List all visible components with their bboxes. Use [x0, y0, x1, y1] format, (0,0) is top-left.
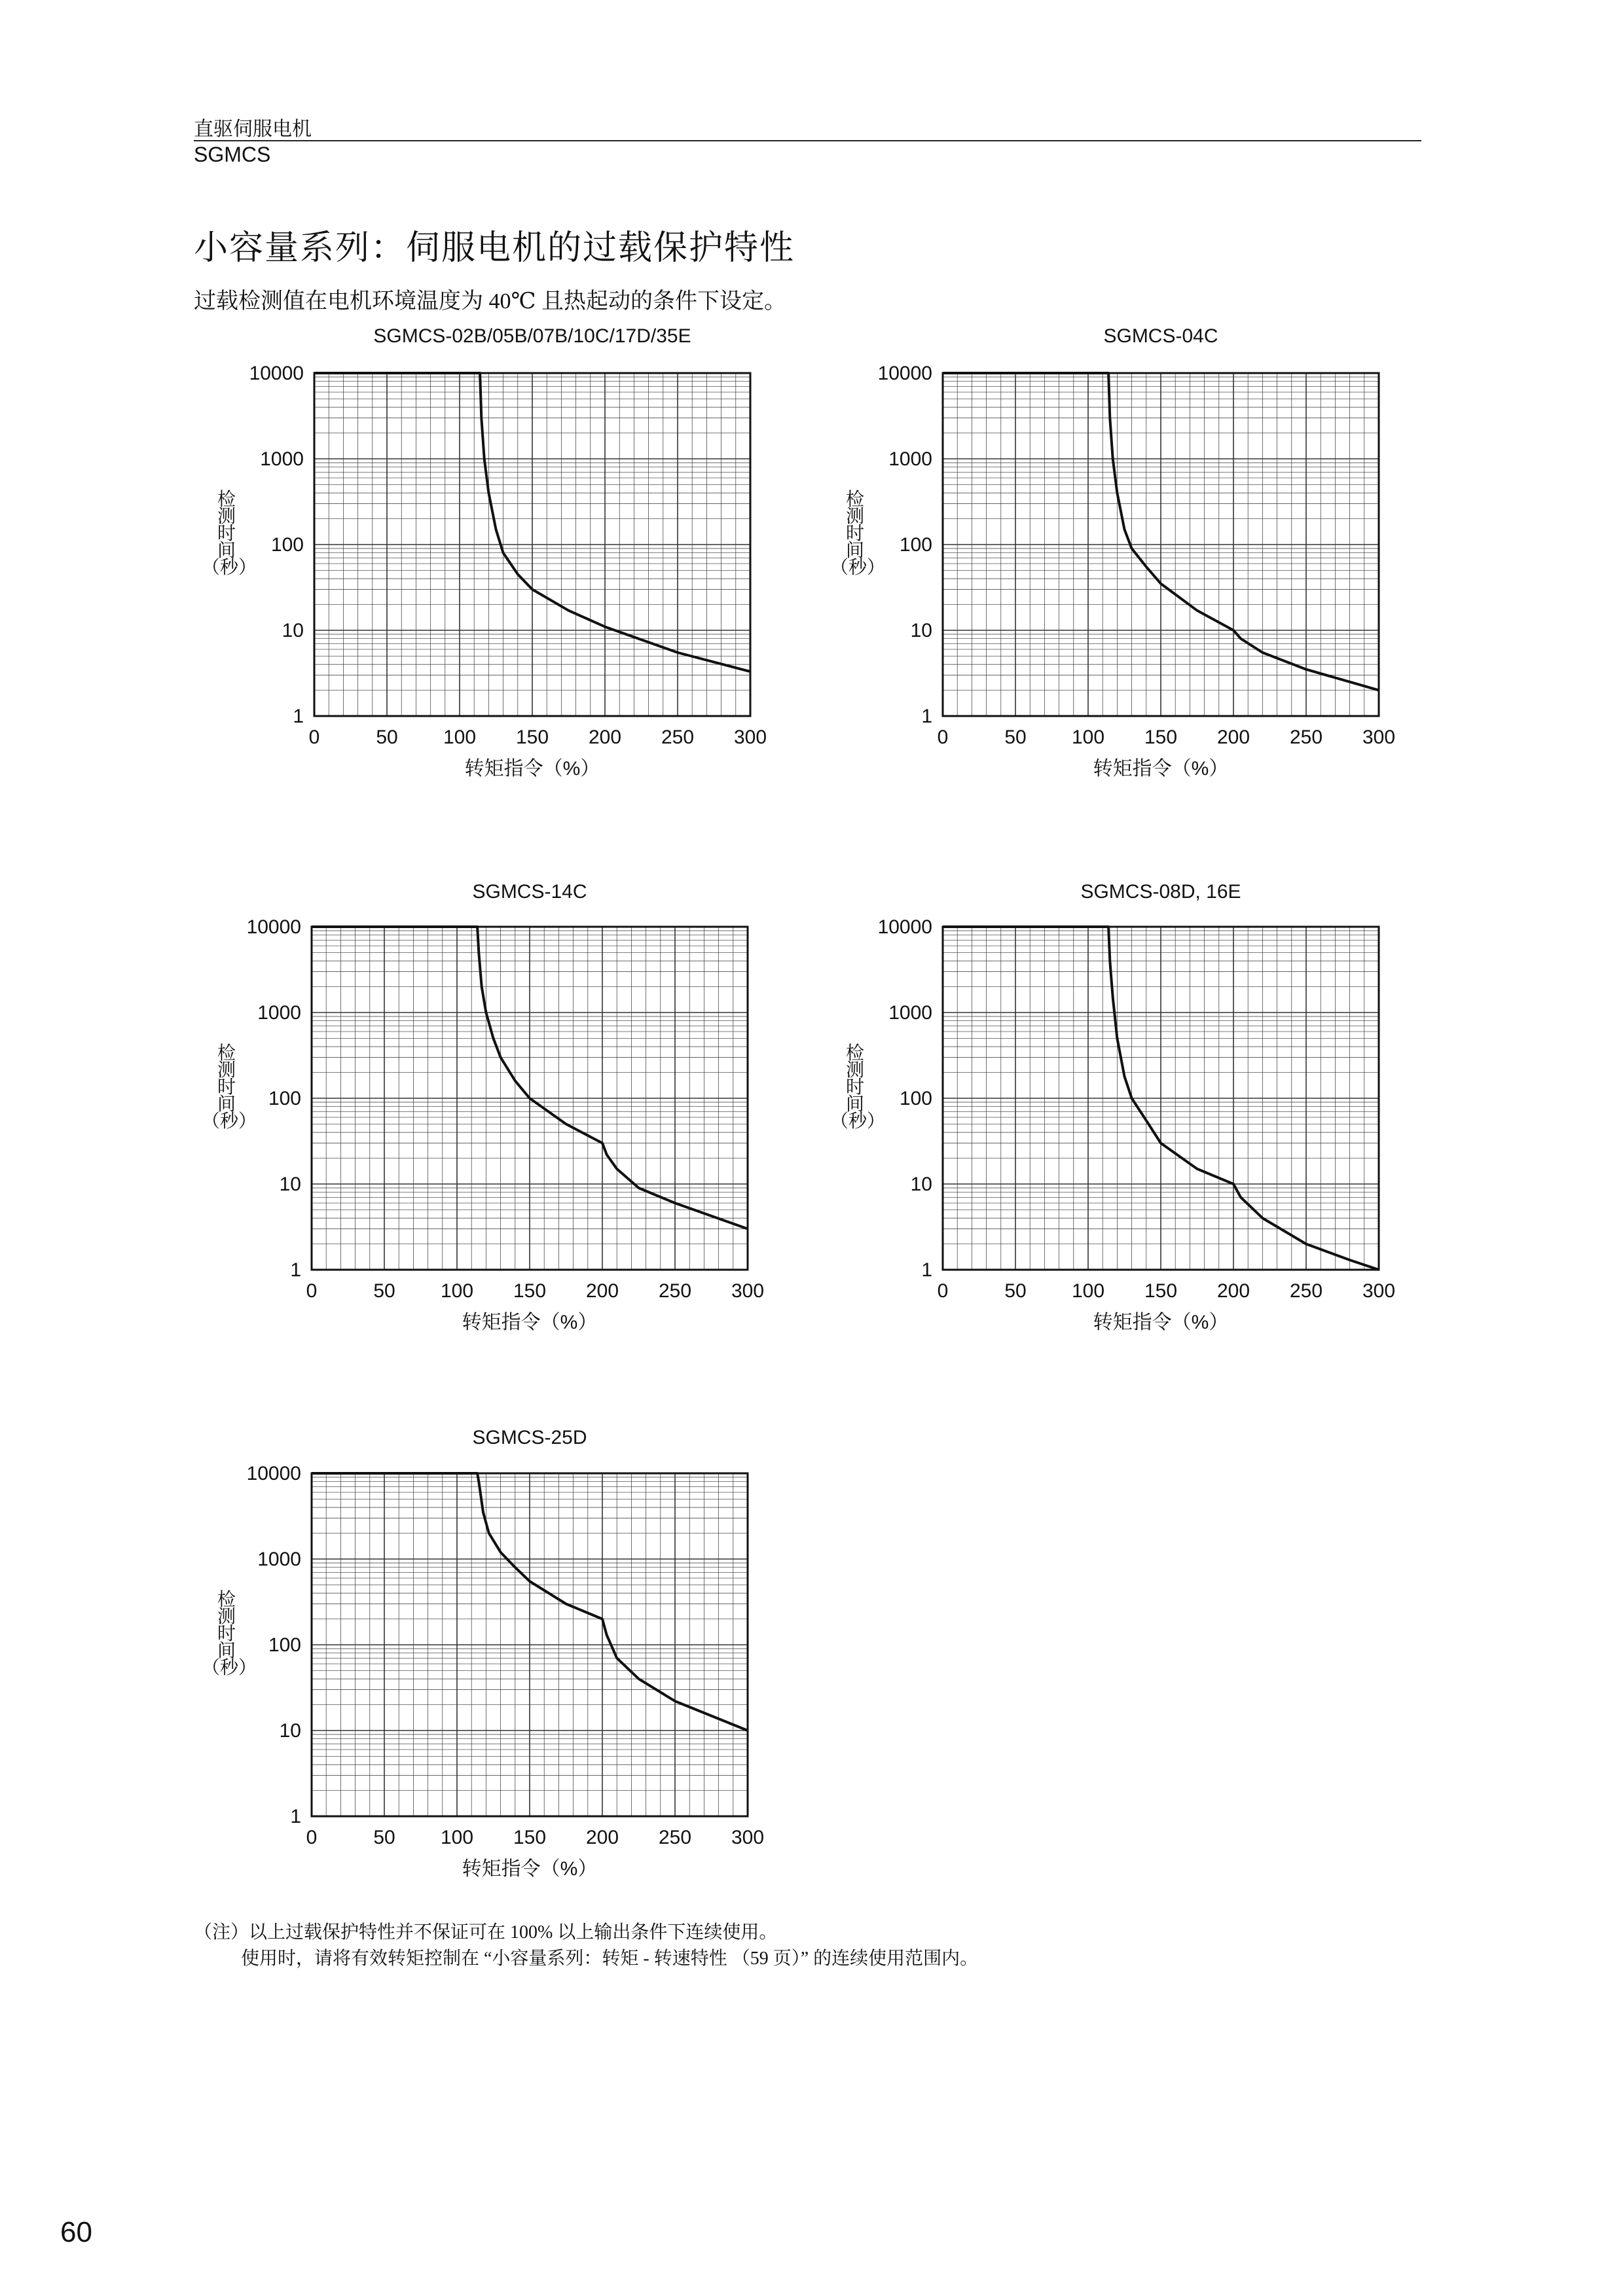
y-tick-label: 100 [268, 1634, 301, 1656]
header-section: 直驱伺服电机 [194, 118, 312, 140]
x-tick-label: 300 [733, 726, 767, 748]
y-tick-label: 10 [279, 1720, 301, 1742]
x-tick-label: 50 [1004, 726, 1027, 748]
chart-title: SGMCS-04C [1103, 325, 1218, 347]
x-tick-label: 200 [585, 1827, 619, 1848]
y-axis-label [202, 1588, 257, 1678]
x-tick-label: 250 [661, 726, 695, 748]
y-tick-label: 10 [279, 1174, 301, 1195]
x-tick-label: 300 [1362, 726, 1396, 748]
y-axis-label-char: 时 [217, 1623, 236, 1644]
y-tick-label: 10 [910, 1174, 932, 1195]
y-tick-label: 10000 [877, 363, 932, 384]
x-tick-label: 200 [1216, 1280, 1250, 1302]
y-tick-label: 100 [268, 1088, 301, 1109]
header-model: SGMCS [194, 143, 271, 166]
x-axis-label: 转矩指令（%） [1093, 758, 1229, 780]
y-axis-label-char: 检 [217, 488, 236, 510]
chart-title: SGMCS-25D [472, 1427, 587, 1448]
chart-title: SGMCS-02B/05B/07B/10C/17D/35E [373, 325, 691, 347]
x-tick-label: 150 [513, 1827, 547, 1848]
y-axis-label-char: 测 [217, 505, 236, 527]
chart-svg [858, 360, 1464, 781]
x-tick-label: 200 [1216, 726, 1250, 748]
x-tick-label: 0 [937, 1280, 949, 1302]
y-tick-label: 1000 [260, 448, 304, 470]
y-tick-label: 1000 [888, 448, 932, 470]
y-axis-label-char: 间 [217, 1640, 236, 1661]
x-tick-label: 150 [1144, 1280, 1178, 1302]
y-axis-label-char: 检 [217, 1042, 236, 1064]
chart-svg [227, 1460, 833, 1882]
note-line-2: 使用时，请将有效转矩控制在 “小容量系列：转矩 - 转速特性 （59 页）” 的连续使用范围内。 [241, 1948, 979, 1969]
x-tick-label: 300 [731, 1827, 765, 1848]
x-tick-label: 50 [373, 1280, 395, 1302]
x-tick-label: 150 [515, 726, 549, 748]
chart-title: SGMCS-08D, 16E [1080, 881, 1241, 903]
y-tick-label: 1000 [257, 1549, 301, 1570]
y-axis-label [830, 1042, 886, 1132]
grid [312, 1473, 748, 1816]
page-number: 60 [60, 2216, 92, 2248]
y-axis-label-char: 间 [845, 1093, 864, 1115]
note-line-1: （注）以上过载保护特性并不保证可在 100% 以上输出条件下连续使用。 [194, 1922, 778, 1943]
x-tick-label: 0 [306, 1827, 318, 1848]
x-axis-label: 转矩指令（%） [1093, 1312, 1229, 1333]
grid [943, 373, 1379, 716]
y-axis-label-char: 时 [217, 522, 236, 544]
y-axis-label [202, 1042, 257, 1132]
y-tick-label: 10000 [877, 916, 932, 938]
y-axis-label-char: 时 [845, 1076, 864, 1098]
x-tick-label: 100 [1071, 726, 1105, 748]
x-tick-label: 100 [440, 1827, 474, 1848]
x-tick-label: 100 [1071, 1280, 1105, 1302]
grid [943, 927, 1379, 1270]
x-tick-label: 250 [658, 1280, 692, 1302]
x-tick-label: 50 [1004, 1280, 1027, 1302]
x-tick-label: 50 [376, 726, 398, 748]
header-rule [194, 140, 1421, 141]
y-tick-label: 1 [293, 706, 304, 727]
y-axis-label-char: 时 [845, 522, 864, 544]
x-tick-label: 150 [513, 1280, 547, 1302]
y-axis-label-char: 间 [217, 1093, 236, 1115]
y-tick-label: 10000 [246, 1463, 301, 1484]
x-tick-label: 0 [937, 726, 949, 748]
x-tick-label: 300 [1362, 1280, 1396, 1302]
y-axis-label-char: （秒） [202, 556, 257, 578]
y-tick-label: 1 [290, 1259, 301, 1281]
y-axis-label-char: （秒） [202, 1657, 257, 1678]
y-axis-label-char: 测 [217, 1605, 236, 1627]
x-tick-label: 50 [373, 1827, 395, 1848]
y-tick-label: 1000 [257, 1002, 301, 1024]
y-axis-label-char: 检 [217, 1588, 236, 1610]
chart-svg [227, 914, 833, 1335]
y-axis-label-char: 测 [845, 1059, 864, 1081]
y-axis-label-char: （秒） [202, 1110, 257, 1132]
y-tick-label: 1 [921, 706, 932, 727]
y-tick-label: 1 [290, 1806, 301, 1827]
x-tick-label: 250 [1289, 1280, 1323, 1302]
y-tick-label: 100 [899, 1088, 932, 1109]
y-tick-label: 100 [899, 534, 932, 556]
y-tick-label: 1 [921, 1259, 932, 1281]
y-axis-label-char: 间 [845, 539, 864, 561]
x-tick-label: 100 [440, 1280, 474, 1302]
y-axis-label-char: 时 [217, 1076, 236, 1098]
y-tick-label: 10 [282, 620, 304, 641]
x-tick-label: 0 [306, 1280, 318, 1302]
y-axis-label-char: 间 [217, 539, 236, 561]
x-axis-label: 转矩指令（%） [464, 758, 600, 780]
x-tick-label: 0 [308, 726, 320, 748]
y-axis-label-char: （秒） [830, 1110, 886, 1132]
y-tick-label: 10 [910, 620, 932, 641]
y-tick-label: 10000 [249, 363, 304, 384]
y-tick-label: 10000 [246, 916, 301, 938]
y-axis-label-char: （秒） [830, 556, 886, 578]
y-axis-label [830, 488, 886, 578]
section-title: 小容量系列：伺服电机的过载保护特性 [194, 229, 795, 267]
y-axis-label-char: 检 [845, 488, 864, 510]
x-axis-label: 转矩指令（%） [462, 1858, 598, 1880]
x-tick-label: 300 [731, 1280, 765, 1302]
grid [314, 373, 750, 716]
chart-title: SGMCS-14C [472, 881, 587, 903]
section-description: 过载检测值在电机环境温度为 40℃ 且热起动的条件下设定。 [194, 289, 787, 314]
y-axis-label-char: 测 [217, 1059, 236, 1081]
x-axis-label: 转矩指令（%） [462, 1312, 598, 1333]
x-tick-label: 100 [443, 726, 477, 748]
chart-svg [229, 360, 835, 781]
y-tick-label: 1000 [888, 1002, 932, 1024]
chart-svg [858, 914, 1464, 1335]
x-tick-label: 250 [1289, 726, 1323, 748]
y-axis-label-char: 测 [845, 505, 864, 527]
y-axis-label-char: 检 [845, 1042, 864, 1064]
y-axis-label [202, 488, 257, 578]
y-tick-label: 100 [270, 534, 304, 556]
x-tick-label: 150 [1144, 726, 1178, 748]
x-tick-label: 200 [585, 1280, 619, 1302]
x-tick-label: 250 [658, 1827, 692, 1848]
x-tick-label: 200 [588, 726, 622, 748]
